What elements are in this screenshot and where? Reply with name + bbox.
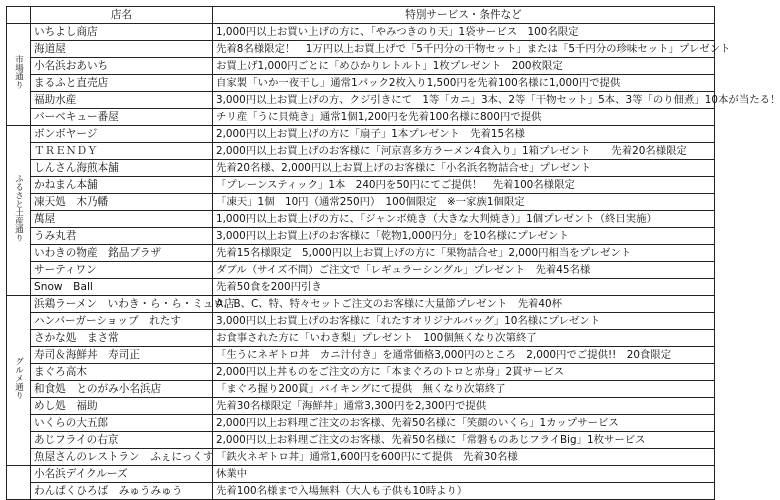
shop-name-cell: まぐろ高木 — [31, 364, 213, 381]
shop-name-cell: 小名浜デイクルーズ — [31, 466, 213, 483]
table-row — [7, 398, 715, 415]
table-row — [7, 415, 715, 432]
table-row — [7, 41, 715, 58]
service-cell: 2,000円以上お買上げのお客様に「河京喜多方ラーメン4食入り」1箱プレゼント 先着20名様限定 — [213, 143, 715, 160]
service-cell: 3,000円以上お買上げのお客様に「乾物1,000円分」を10名様にプレゼント — [213, 228, 715, 245]
service-cell: 2,000円以上お料理ご注文のお客様、先着50名様に「常磐ものあじフライBig」1枚サービス — [213, 432, 715, 449]
service-cell: 1,000円以上お買上げの方に、「ジャンボ焼き（大きな大判焼き）」1個プレゼント（終日実施） — [213, 211, 715, 228]
header-category — [7, 7, 31, 24]
table-row — [7, 262, 715, 279]
shop-name-cell: Snow Ball — [31, 279, 213, 296]
table-row — [7, 143, 715, 160]
shop-name-cell: うみ丸君 — [31, 228, 213, 245]
service-cell: 先着50食を200円引き — [213, 279, 715, 296]
table-header — [7, 7, 715, 24]
table-row — [7, 347, 715, 364]
header-service: 特別サービス・条件など — [213, 7, 715, 24]
shop-name-cell: 魚屋さんのレストラン ふぇにっくす — [31, 449, 213, 466]
shop-name-cell: あじフライの右京 — [31, 432, 213, 449]
shop-name-cell: ハンバーガーショップ れたす — [31, 313, 213, 330]
table-row — [7, 483, 715, 500]
table-row — [7, 126, 715, 143]
shop-name-cell: 小名浜おあいち — [31, 58, 213, 75]
service-cell: 3,000円以上お買上げのお客様に「れたすオリジナルバッグ」10名様にプレゼント — [213, 313, 715, 330]
service-cell: ダブル（サイズ不問）ご注文で「レギュラーシングル」プレゼント 先着45名様 — [213, 262, 715, 279]
header-row — [7, 7, 715, 24]
shop-name-cell: ボンボヤージ — [31, 126, 213, 143]
service-cell: 「生うにネギトロ丼 カニ汁付き」を通常価格3,000円のところ 2,000円でご提供!! 20食限定 — [213, 347, 715, 364]
shop-name-cell: 凍天処 木乃幡 — [31, 194, 213, 211]
shop-name-cell: まるふと直売店 — [31, 75, 213, 92]
shop-name-cell: 海道屋 — [31, 41, 213, 58]
service-cell: 2,000円以上お買上げの方に「扇子」1本プレゼント 先着15名様 — [213, 126, 715, 143]
service-cell: 「まぐろ握り200貫」バイキングにて提供 無くなり次第終了 — [213, 381, 715, 398]
service-cell: 2,000円以上丼ものをご注文の方に「本まぐろのトロと赤身」2貫サービス — [213, 364, 715, 381]
service-cell: お食事された方に「いわき梨」プレゼント 100個無くなり次第終了 — [213, 330, 715, 347]
table-row — [7, 449, 715, 466]
table-row — [7, 109, 715, 126]
table-row — [7, 177, 715, 194]
shop-name-cell: ＴＲＥＮＤＹ — [31, 143, 213, 160]
table-row — [7, 92, 715, 109]
table-row — [7, 330, 715, 347]
table-row — [7, 245, 715, 262]
shop-name-cell: 寿司＆海鮮丼 寿司正 — [31, 347, 213, 364]
table-row — [7, 466, 715, 483]
service-cell: 先着20名様、2,000円以上お買上げのお客様に「小名浜名物詰合せ」プレゼント — [213, 160, 715, 177]
shop-name-cell: いちよし商店 — [31, 24, 213, 41]
service-cell: 先着100名様まで入場無料（大人も子供も10時より） — [213, 483, 715, 500]
shop-name-cell: かねまん本舗 — [31, 177, 213, 194]
shop-name-cell: 福助水産 — [31, 92, 213, 109]
service-cell: お買上げ1,000円ごとに「めひかりレトルト」1枚プレゼント 200枚限定 — [213, 58, 715, 75]
service-cell: 自家製「いか一夜干し」通常1パック2枚入り1,500円を先着100名様に1,000円で提供 — [213, 75, 715, 92]
shop-name-cell: しんさん海煎本舗 — [31, 160, 213, 177]
table-row — [7, 211, 715, 228]
service-cell: 「鉄火ネギトロ丼」通常1,600円を600円にて提供 先着30名様 — [213, 449, 715, 466]
category-cell — [7, 296, 31, 466]
service-table — [6, 6, 780, 500]
service-table-sheet — [6, 6, 780, 500]
shop-name-cell: 萬屋 — [31, 211, 213, 228]
category-cell — [7, 466, 31, 500]
service-cell: 1,000円以上お買い上げの方に、「やみつきのり天」1袋サービス 100名限定 — [213, 24, 715, 41]
category-label: グルメ通り — [13, 356, 24, 400]
table-row — [7, 58, 715, 75]
shop-name-cell: わんぱくひろば みゅうみゅう — [31, 483, 213, 500]
table-row — [7, 279, 715, 296]
category-label: 市場通り — [13, 55, 24, 89]
table-row — [7, 364, 715, 381]
service-cell: 2,000円以上お料理ご注文のお客様、先着50名様に「笑顔のいくら」1カップサービス — [213, 415, 715, 432]
shop-name-cell: バーベキュー番屋 — [31, 109, 213, 126]
table-row — [7, 160, 715, 177]
service-cell: 「プレーンスティック」1本 240円を50円にてご提供！ 先着100名様限定 — [213, 177, 715, 194]
shop-name-cell: 和食処 とのがみ小名浜店 — [31, 381, 213, 398]
category-label: ふるさと土産通り — [13, 174, 24, 242]
shop-name-cell: めし処 福助 — [31, 398, 213, 415]
service-cell: 先着8名様限定！ 1万円以上お買上げで「5千円分の干物セット」または「5千円分の珍味セット」プレゼント — [213, 41, 715, 58]
table-row — [7, 75, 715, 92]
table-row — [7, 296, 715, 313]
service-cell: チリ産「うに貝焼き」通常1個1,200円を先着100名様に800円で提供 — [213, 109, 715, 126]
service-cell: 先着15名様限定 5,000円以上お買上げの方に「果物詰合せ」2,000円相当をプレゼント — [213, 245, 715, 262]
table-row — [7, 381, 715, 398]
category-cell — [7, 126, 31, 296]
category-cell — [7, 24, 31, 126]
shop-name-cell: 浜鶏ラーメン いわき・ら・ら・ミュウ店 — [31, 296, 213, 313]
table-row — [7, 194, 715, 211]
service-cell: 「凍天」1個 10円（通常250円） 100個限定 ※一家族1個限定 — [213, 194, 715, 211]
header-shop-name: 店名 — [31, 7, 213, 24]
shop-name-cell: さかな処 まさ常 — [31, 330, 213, 347]
shop-name-cell: いくらの大五郎 — [31, 415, 213, 432]
service-cell: A、B、C、特、特々セットご注文のお客様に大量節プレゼント 先着40杯 — [213, 296, 715, 313]
service-cell: 3,000円以上お買上げの方、クジ引きにて 1等「カニ」3本、2等「干物セット」5本、3等「のり佃煮」10本が当たる！ — [213, 92, 715, 109]
service-cell: 休業中 — [213, 466, 715, 483]
table-row — [7, 24, 715, 41]
table-body — [7, 24, 780, 500]
table-row — [7, 228, 715, 245]
shop-name-cell: いわきの物産 銘品プラザ — [31, 245, 213, 262]
table-row — [7, 313, 715, 330]
shop-name-cell: サーティワン — [31, 262, 213, 279]
service-cell: 先着30名様限定「海鮮丼」通常3,300円を2,300円で提供 — [213, 398, 715, 415]
table-row — [7, 432, 715, 449]
